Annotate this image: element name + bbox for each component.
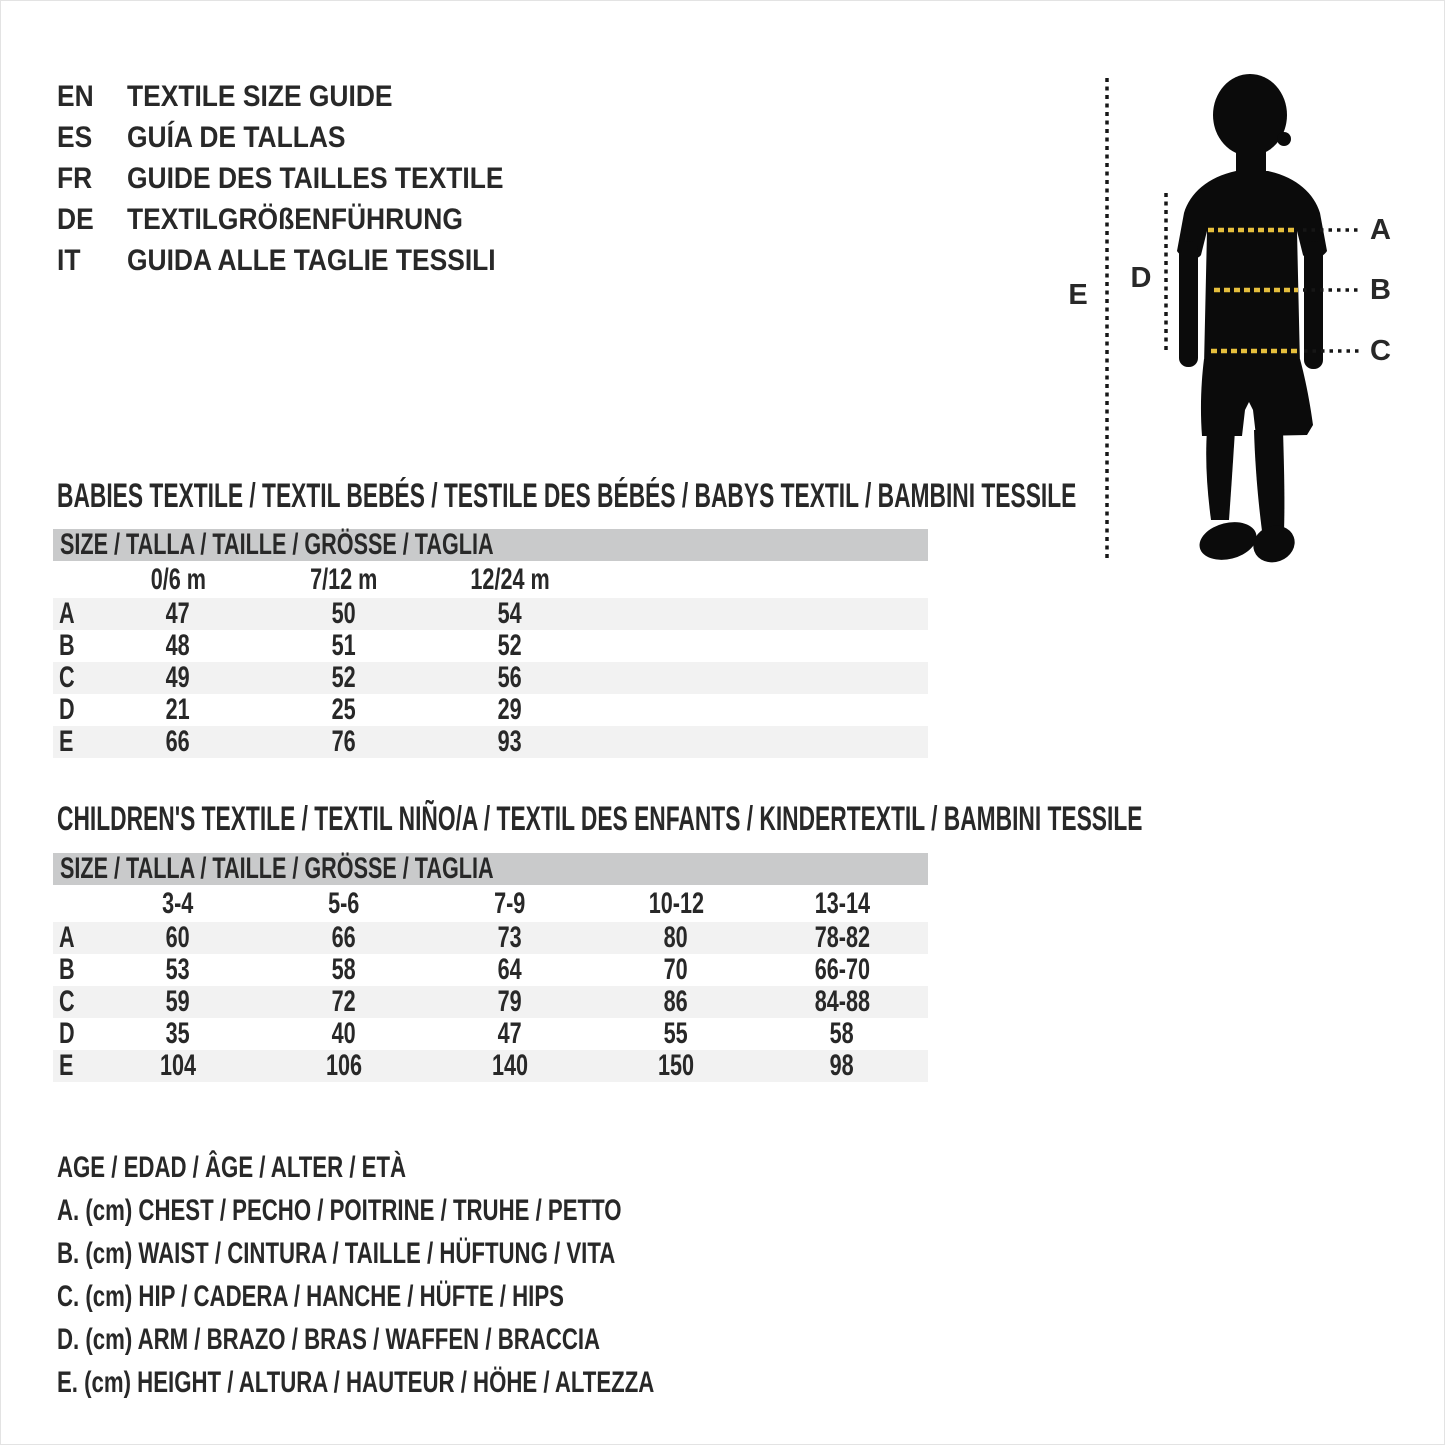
language-code: DE	[57, 203, 94, 236]
row-label: C	[59, 661, 75, 694]
table-cell: 56	[497, 661, 523, 694]
table-cell: 50	[331, 597, 357, 630]
children-title-text: CHILDREN'S TEXTILE / TEXTIL NIÑO/A / TEXTIL DES ENFANTS / KINDERTEXTIL / BAMBINI TESSILE	[57, 800, 1143, 838]
arm-label: D	[1130, 262, 1152, 294]
column-header: 10-12	[648, 886, 704, 920]
table-cell: 58	[829, 1017, 855, 1050]
guide-title-it: GUIDA ALLE TAGLIE TESSILI	[127, 244, 496, 277]
table-row	[53, 662, 928, 694]
table-cell: 52	[331, 661, 357, 694]
guide-title-fr: GUIDE DES TAILLES TEXTILE	[127, 162, 504, 195]
babies-table	[53, 529, 928, 758]
legend-line-waist	[57, 1232, 864, 1275]
column-header: 7/12 m	[310, 562, 378, 596]
height-label: E	[1068, 279, 1088, 311]
table-cell: 35	[165, 1017, 191, 1050]
babies-column-header-row	[53, 561, 928, 598]
column-header: 12/24 m	[470, 562, 550, 596]
language-code: EN	[57, 80, 94, 113]
table-cell: 60	[165, 921, 191, 954]
legend-height-text: E. (cm) HEIGHT / ALTURA / HAUTEUR / HÖHE / ALTEZZA	[57, 1366, 655, 1399]
row-label: B	[59, 953, 75, 986]
language-code: ES	[57, 121, 93, 154]
table-row	[53, 598, 928, 630]
legend-line-arm	[57, 1318, 864, 1361]
babies-section-title	[57, 479, 1445, 513]
language-code: IT	[57, 244, 81, 277]
table-cell: 98	[829, 1049, 855, 1082]
table-cell: 47	[497, 1017, 523, 1050]
language-header	[57, 76, 555, 281]
table-cell: 49	[165, 661, 191, 694]
guide-title-de: TEXTILGRÖßENFÜHRUNG	[127, 203, 463, 236]
column-header: 3-4	[162, 886, 194, 920]
table-cell: 55	[663, 1017, 689, 1050]
table-cell: 72	[331, 985, 357, 1018]
table-cell: 70	[663, 953, 689, 986]
row-label: D	[59, 693, 75, 726]
table-row	[53, 694, 928, 726]
legend-line-hip	[57, 1275, 864, 1318]
language-row-fr	[57, 158, 555, 199]
legend-chest-text: A. (cm) CHEST / PECHO / POITRINE / TRUHE / PETTO	[57, 1194, 622, 1227]
size-header-text: SIZE / TALLA / TAILLE / GRÖSSE / TAGLIA	[60, 528, 494, 561]
table-cell: 78-82	[814, 921, 870, 954]
legend-age-text: AGE / EDAD / ÂGE / ALTER / ETÀ	[57, 1151, 407, 1184]
table-cell: 106	[325, 1049, 363, 1082]
table-cell: 51	[331, 629, 357, 662]
chest-label: A	[1370, 214, 1391, 246]
table-row	[53, 630, 928, 662]
children-column-header-row	[53, 885, 928, 922]
table-cell: 84-88	[814, 985, 870, 1018]
table-cell: 66	[331, 921, 357, 954]
table-cell: 48	[165, 629, 191, 662]
table-cell: 73	[497, 921, 523, 954]
table-row	[53, 1050, 928, 1082]
table-cell: 40	[331, 1017, 357, 1050]
legend-waist-text: B. (cm) WAIST / CINTURA / TAILLE / HÜFTUNG / VITA	[57, 1237, 616, 1270]
table-row	[53, 986, 928, 1018]
column-header: 13-14	[814, 886, 870, 920]
column-header: 0/6 m	[150, 562, 206, 596]
column-header: 7-9	[494, 886, 526, 920]
row-label: C	[59, 985, 75, 1018]
table-cell: 79	[497, 985, 523, 1018]
table-cell: 104	[159, 1049, 197, 1082]
hip-label: C	[1370, 335, 1391, 367]
row-label: E	[59, 1049, 74, 1082]
legend-arm-text: D. (cm) ARM / BRAZO / BRAS / WAFFEN / BRACCIA	[57, 1323, 601, 1356]
table-cell: 80	[663, 921, 689, 954]
guide-title-en: TEXTILE SIZE GUIDE	[127, 80, 393, 113]
table-cell: 21	[165, 693, 191, 726]
table-cell: 29	[497, 693, 523, 726]
row-label: E	[59, 725, 74, 758]
row-label: D	[59, 1017, 75, 1050]
table-cell: 86	[663, 985, 689, 1018]
table-cell: 54	[497, 597, 523, 630]
table-cell: 52	[497, 629, 523, 662]
language-row-es	[57, 117, 555, 158]
table-cell: 64	[497, 953, 523, 986]
row-label: B	[59, 629, 75, 662]
table-cell: 140	[491, 1049, 529, 1082]
language-row-de	[57, 199, 555, 240]
table-cell: 150	[657, 1049, 695, 1082]
language-row-it	[57, 240, 555, 281]
table-cell: 76	[331, 725, 357, 758]
children-size-header-bar	[53, 853, 928, 885]
size-header-text: SIZE / TALLA / TAILLE / GRÖSSE / TAGLIA	[60, 852, 494, 885]
row-label: A	[59, 597, 75, 630]
children-table	[53, 853, 928, 1082]
table-row	[53, 922, 928, 954]
babies-size-header-bar	[53, 529, 928, 561]
table-cell: 25	[331, 693, 357, 726]
measurement-legend	[57, 1146, 864, 1404]
row-label: A	[59, 921, 75, 954]
waist-label: B	[1370, 274, 1391, 306]
table-row	[53, 954, 928, 986]
language-code: FR	[57, 162, 93, 195]
table-cell: 53	[165, 953, 191, 986]
table-cell: 66	[165, 725, 191, 758]
table-row	[53, 1018, 928, 1050]
column-header: 5-6	[328, 886, 360, 920]
legend-line-chest	[57, 1189, 864, 1232]
table-cell: 58	[331, 953, 357, 986]
children-section-title	[57, 802, 1445, 836]
legend-line-height	[57, 1361, 864, 1404]
guide-title-es: GUÍA DE TALLAS	[127, 121, 346, 154]
table-cell: 66-70	[814, 953, 870, 986]
legend-hip-text: C. (cm) HIP / CADERA / HANCHE / HÜFTE / HIPS	[57, 1280, 564, 1313]
legend-line-age	[57, 1146, 864, 1189]
babies-title-text: BABIES TEXTILE / TEXTIL BEBÉS / TESTILE DES BÉBÉS / BABYS TEXTIL / BAMBINI TESSILE	[57, 477, 1077, 515]
table-cell: 47	[165, 597, 191, 630]
language-row-en	[57, 76, 555, 117]
table-cell: 93	[497, 725, 523, 758]
table-row	[53, 726, 928, 758]
table-cell: 59	[165, 985, 191, 1018]
